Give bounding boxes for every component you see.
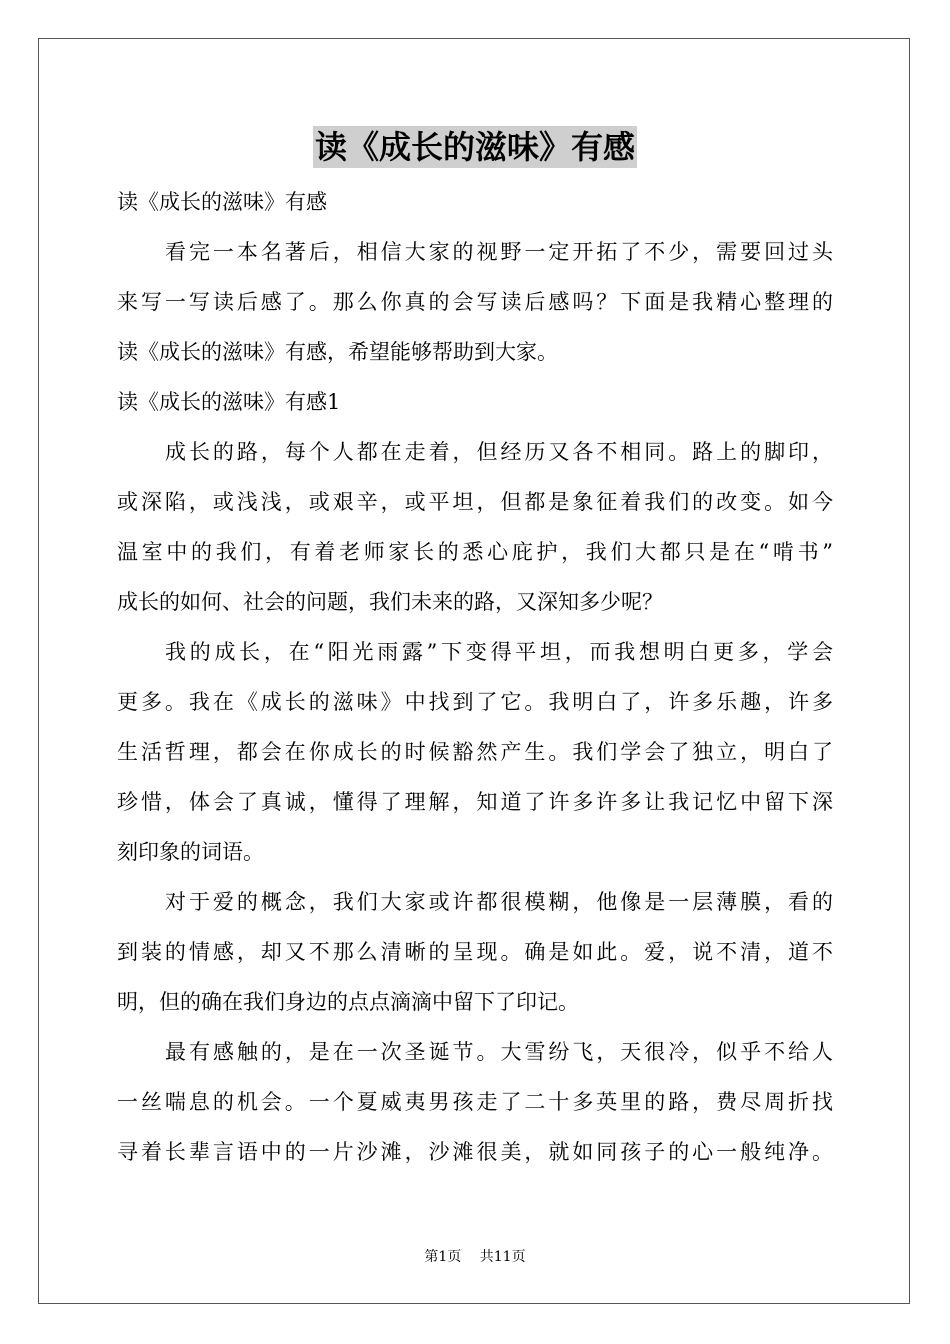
page-footer: 第1页 共11页 [424, 1249, 526, 1265]
text-line: 到装的情感，却又不那么清晰的呈现。确是如此。爱，说不清，道不 [117, 940, 833, 964]
text-line: 一丝喘息的机会。一个夏威夷男孩走了二十多英里的路，费尽周折找 [117, 1090, 833, 1114]
text-line: 或深陷，或浅浅，或艰辛，或平坦，但都是象征着我们的改变。如今 [117, 490, 833, 514]
text-line: 来写一写读后感了。那么你真的会写读后感吗？下面是我精心整理的 [117, 290, 833, 314]
text-line: 明，但的确在我们身边的点点滴滴中留下了印记。 [117, 990, 579, 1014]
text-line: 珍惜，体会了真诚，懂得了理解，知道了许多许多让我记忆中留下深 [117, 790, 833, 814]
title-container [0, 126, 950, 168]
text-line: 看完一本名著后，相信大家的视野一定开拓了不少，需要回过头 [165, 240, 833, 264]
text-line: 成长的如何、社会的问题，我们未来的路，又深知多少呢？ [117, 590, 663, 614]
text-line: 读《成长的滋味》有感 [117, 190, 327, 214]
text-line: 读《成长的滋味》有感1 [117, 390, 341, 414]
text-line: 成长的路，每个人都在走着，但经历又各不相同。路上的脚印， [165, 440, 833, 464]
text-line: 温室中的我们，有着老师家长的悉心庇护，我们大都只是在“啃书” [117, 540, 833, 564]
text-line: 刻印象的词语。 [117, 840, 264, 864]
document-title: 读《成长的滋味》有感 [314, 128, 635, 166]
text-line: 更多。我在《成长的滋味》中找到了它。我明白了，许多乐趣，许多 [117, 690, 833, 714]
text-line: 寻着长辈言语中的一片沙滩，沙滩很美，就如同孩子的心一般纯净。 [117, 1140, 833, 1164]
text-line: 读《成长的滋味》有感，希望能够帮助到大家。 [117, 340, 558, 364]
document-body [117, 177, 833, 1177]
text-line: 对于爱的概念，我们大家或许都很模糊，他像是一层薄膜，看的 [165, 890, 833, 914]
text-line: 生活哲理，都会在你成长的时候豁然产生。我们学会了独立，明白了 [117, 740, 833, 764]
text-line: 最有感触的，是在一次圣诞节。大雪纷飞，天很冷，似乎不给人 [165, 1040, 833, 1064]
text-line: 我的成长，在“阳光雨露”下变得平坦，而我想明白更多，学会 [165, 640, 833, 664]
